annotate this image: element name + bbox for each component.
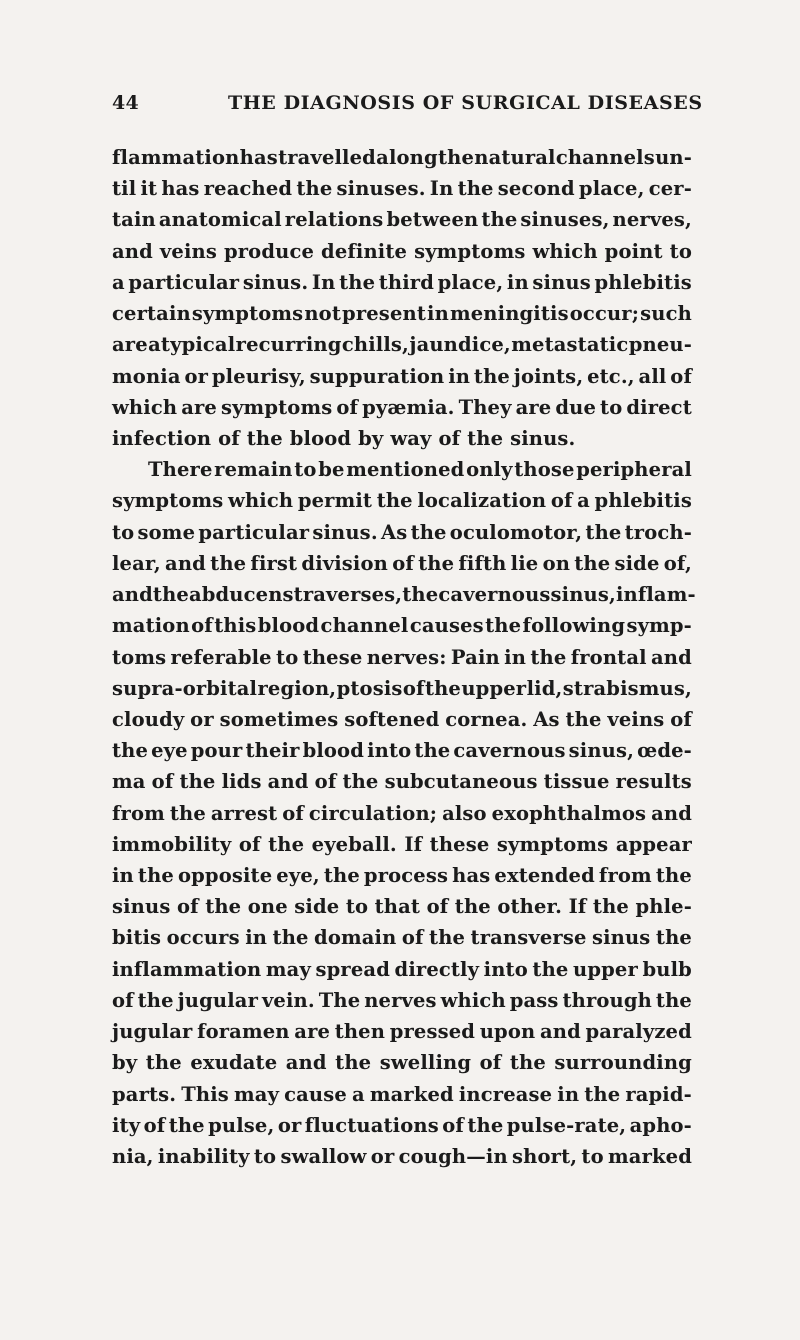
- text-line: jugular foramen are then pressed upon and paralyzed: [112, 1020, 692, 1044]
- text-line: parts. This may cause a marked increase in the rapid-: [112, 1082, 692, 1106]
- text-line: inflammation may spread directly into the upper bulb: [112, 957, 692, 981]
- running-head: THE DIAGNOSIS OF SURGICAL DISEASES: [228, 92, 703, 114]
- text-line: and veins produce definite symptoms which point to: [112, 239, 692, 263]
- text-line: ity of the pulse, or fluctuations of the pulse-rate, apho-: [112, 1113, 692, 1137]
- text-line: from the arrest of circulation; also exophthalmos and: [112, 801, 692, 825]
- text-line: til it has reached the sinuses. In the second place, cer-: [112, 177, 692, 201]
- text-line: are atypical recurring chills, jaundice, metastatic pneu-: [112, 333, 692, 357]
- text-line: ma of the lids and of the subcutaneous tissue results: [112, 770, 692, 794]
- text-line: bitis occurs in the domain of the transverse sinus the: [112, 926, 692, 950]
- text-line: the eye pour their blood into the cavernous sinus, œde-: [112, 739, 692, 763]
- text-line: supra-orbital region, ptosis of the upper lid, strabismus,: [112, 676, 692, 700]
- text-line: a particular sinus. In the third place, in sinus phlebitis: [112, 270, 692, 294]
- body-text: [112, 142, 696, 1172]
- text-line: cloudy or sometimes softened cornea. As the veins of: [112, 707, 692, 731]
- text-line: infection of the blood by way of the sinus.: [112, 426, 576, 450]
- text-line: lear, and the first division of the fifth lie on the side of,: [112, 551, 692, 575]
- text-line: in the opposite eye, the process has extended from the: [112, 864, 692, 888]
- text-line: immobility of the eyeball. If these symptoms appear: [112, 832, 692, 856]
- text-line: nia, inability to swallow or cough—in short, to marked: [112, 1145, 692, 1168]
- text-line: toms referable to these nerves: Pain in the frontal and: [112, 645, 692, 669]
- text-line: certain symptoms not present in meningitis occur; such: [112, 302, 692, 326]
- text-line: of the jugular vein. The nerves which pass through the: [112, 988, 692, 1012]
- text-line: There remain to be mentioned only those peripheral: [148, 458, 692, 482]
- page-header: [112, 92, 703, 122]
- text-line: sinus of the one side to that of the other. If the phle-: [112, 895, 692, 919]
- text-line: which are symptoms of pyæmia. They are due to direct: [112, 395, 692, 419]
- text-line: to some particular sinus. As the oculomotor, the troch-: [112, 520, 692, 544]
- text-line: and the abducens traverses, the cavernous sinus, inflam-: [112, 583, 696, 607]
- text-line: by the exudate and the swelling of the surrounding: [112, 1051, 692, 1075]
- text-line: flammation has travelled along the natural channels un-: [112, 146, 692, 169]
- text-line: monia or pleurisy, suppuration in the joints, etc., all of: [112, 364, 692, 388]
- text-line: mation of this blood channel causes the following symp-: [112, 614, 692, 638]
- text-line: tain anatomical relations between the sinuses, nerves,: [112, 208, 692, 232]
- text-line: symptoms which permit the localization of a phlebitis: [112, 489, 692, 513]
- page-number: 44: [112, 92, 140, 114]
